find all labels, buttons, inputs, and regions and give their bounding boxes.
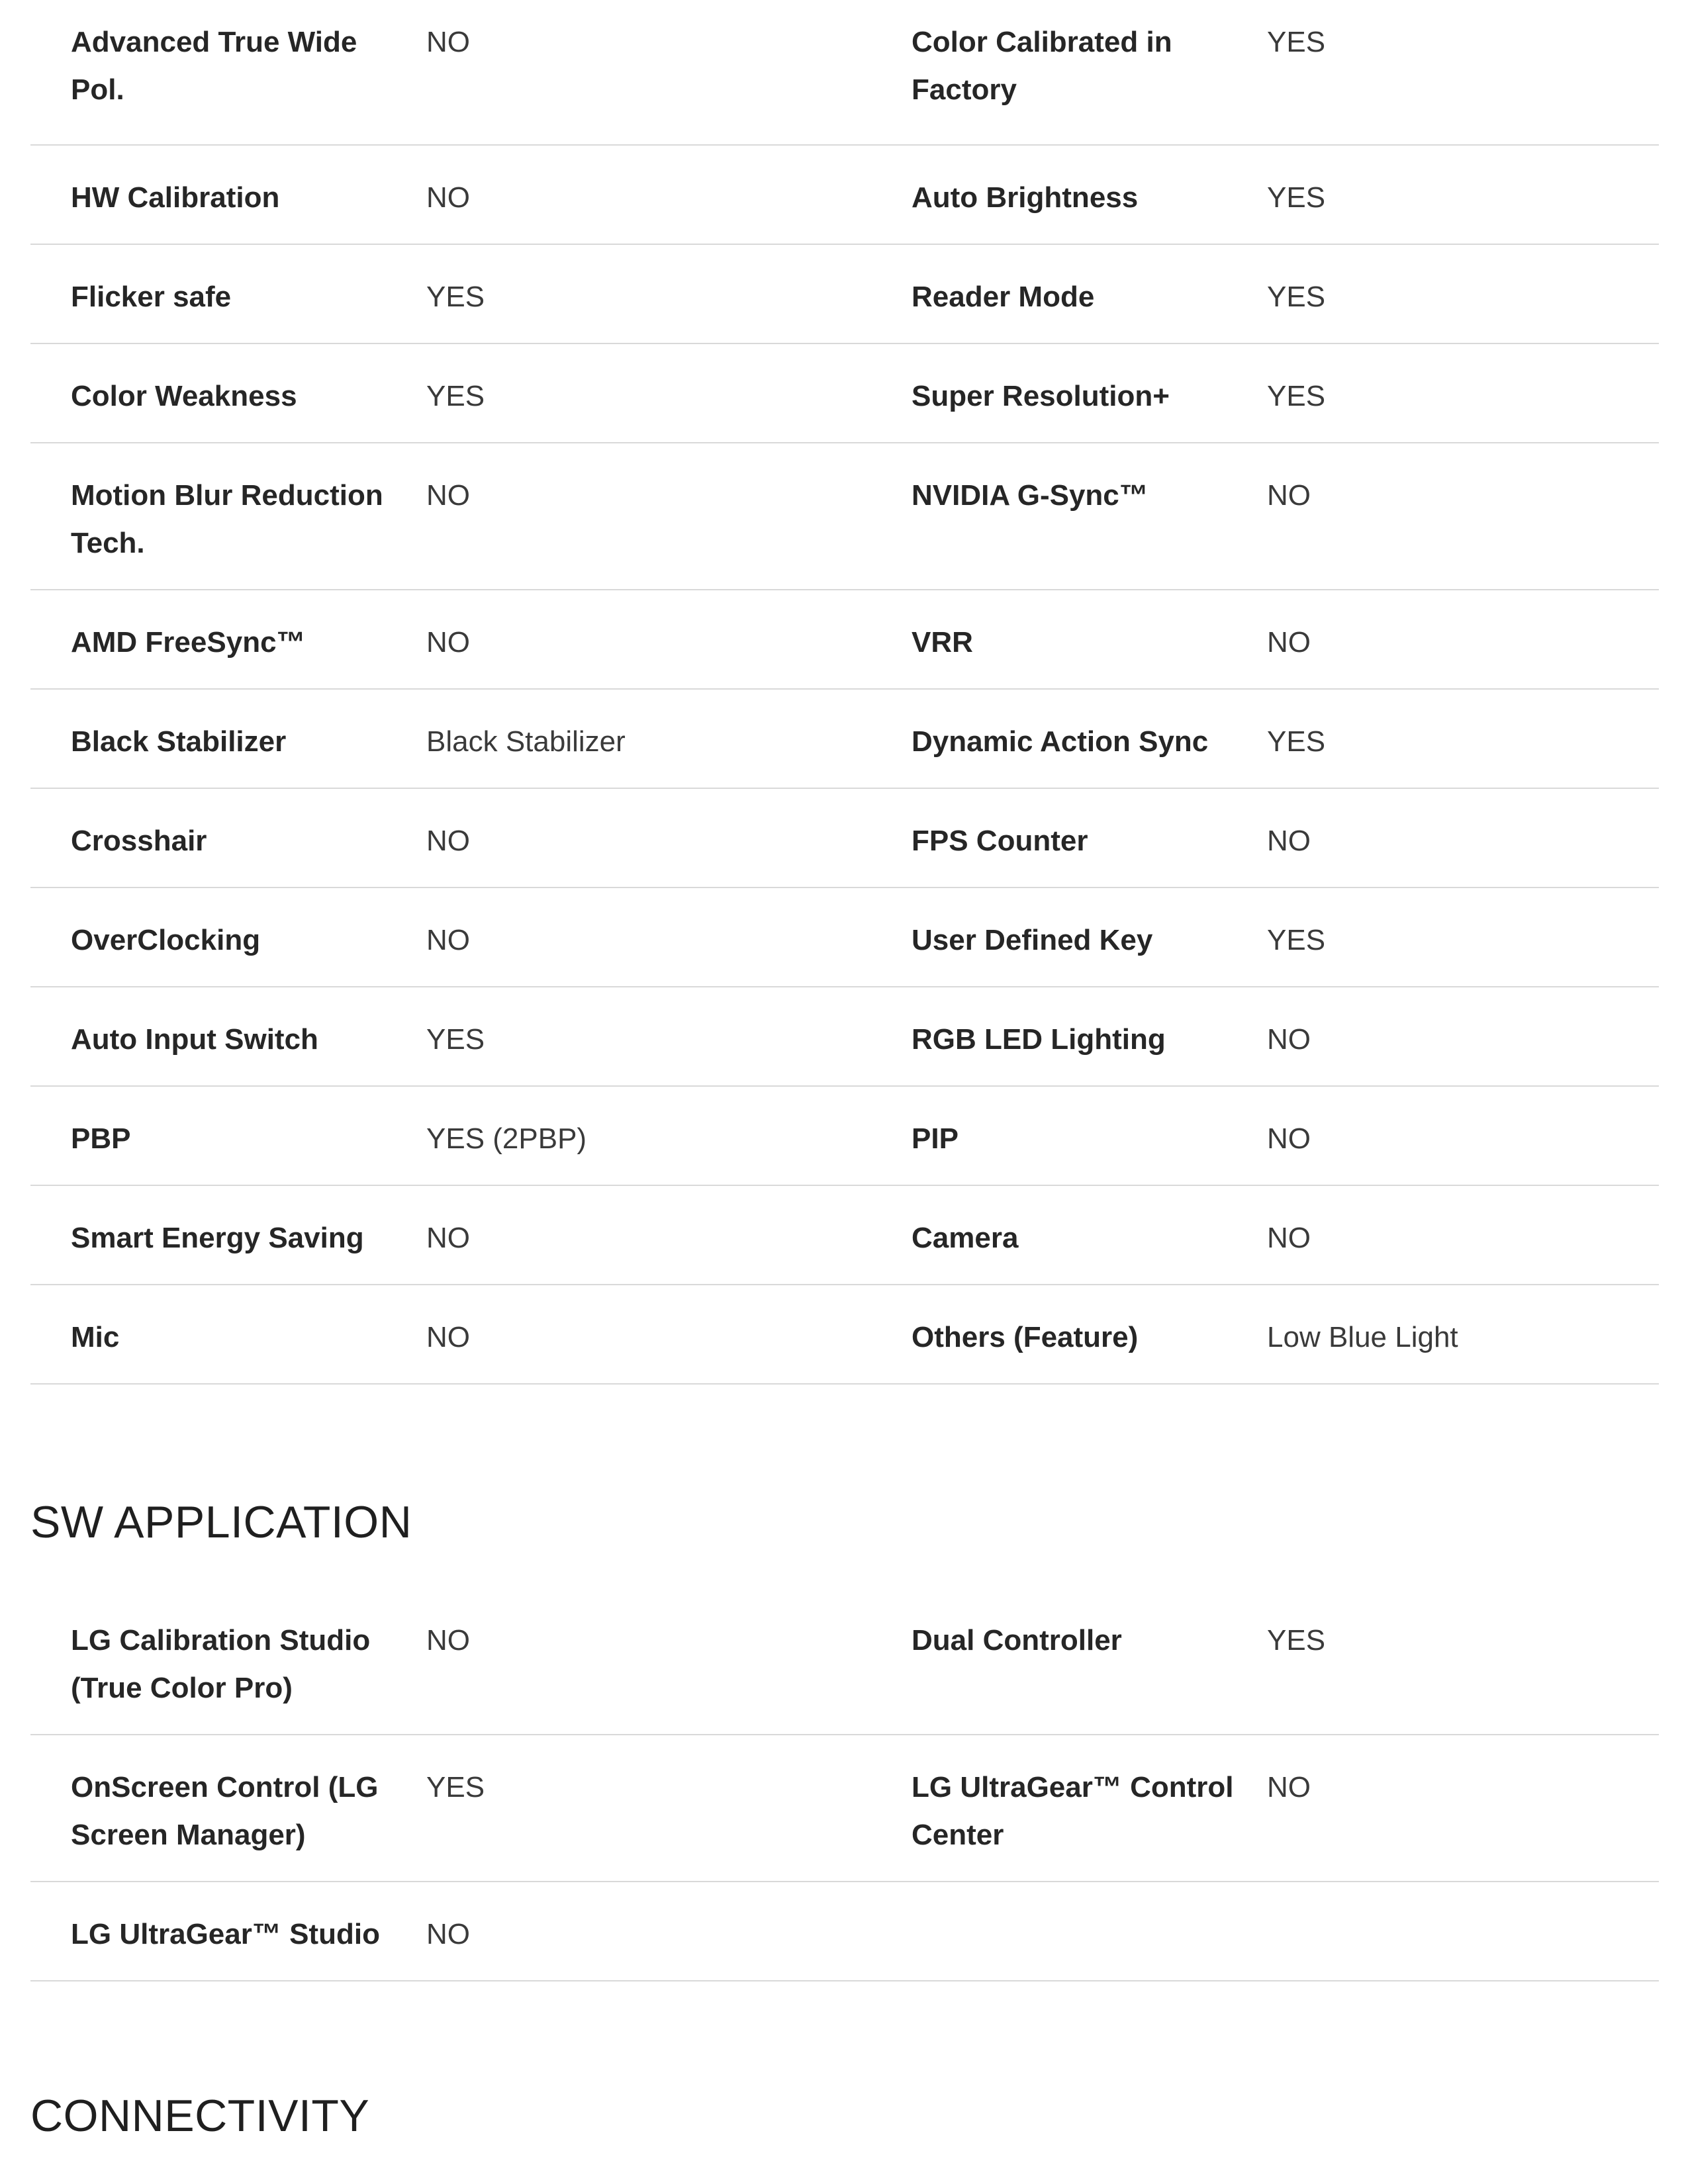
spec-value: YES [1267,1624,1326,1657]
spec-label: Others (Feature) [912,1321,1139,1353]
spec-label: Dual Controller [912,1624,1122,1657]
spec-value: NO [1267,1122,1311,1155]
sw-application-spec-table [30,1588,1659,1981]
section-title-sw-application: SW APPLICATION [30,1497,412,1547]
spec-label: Mic [71,1321,120,1353]
spec-label: Black Stabilizer [71,725,287,758]
spec-label: FPS Counter [912,825,1088,857]
spec-label: OverClocking [71,924,261,956]
spec-label: Flicker safe [71,281,232,313]
spec-row [30,888,1659,987]
spec-label: Advanced True Wide Pol. [71,26,357,106]
spec-label: Auto Input Switch [71,1023,318,1056]
spec-value: NO [426,1321,470,1353]
spec-label: NVIDIA G-Sync™ [912,479,1149,512]
spec-row [30,1087,1659,1186]
spec-label: Color Calibrated in Factory [912,26,1172,106]
spec-value: YES [1267,26,1326,58]
spec-row [30,1186,1659,1285]
spec-value: NO [426,626,470,659]
spec-value: NO [1267,479,1311,512]
spec-label: Camera [912,1222,1019,1254]
spec-value: YES [426,380,485,412]
spec-value: NO [426,1624,470,1657]
spec-label: Dynamic Action Sync [912,725,1209,758]
spec-label: Motion Blur Reduction Tech. [71,479,383,559]
spec-value: YES [1267,725,1326,758]
spec-label: Smart Energy Saving [71,1222,364,1254]
spec-row [30,1588,1659,1735]
spec-label: HW Calibration [71,181,280,214]
spec-value: NO [1267,1222,1311,1254]
spec-value: NO [426,26,470,58]
spec-label: OnScreen Control (LG Screen Manager) [71,1771,379,1851]
spec-label: PIP [912,1122,959,1155]
spec-value: NO [426,1222,470,1254]
spec-value: YES [1267,924,1326,956]
spec-label: Color Weakness [71,380,297,412]
spec-value: YES (2PBP) [426,1122,587,1155]
spec-label: Reader Mode [912,281,1095,313]
spec-row [30,987,1659,1087]
spec-value: NO [426,1918,470,1950]
spec-label: AMD FreeSync™ [71,626,306,659]
spec-value: YES [426,1771,485,1803]
spec-value: NO [426,479,470,512]
spec-value: YES [426,281,485,313]
spec-value: Black Stabilizer [426,725,626,758]
features-spec-table [30,0,1659,1385]
spec-value: NO [426,924,470,956]
spec-value: NO [1267,626,1311,659]
section-title-connectivity: CONNECTIVITY [30,2091,370,2141]
spec-row [30,590,1659,690]
spec-row [30,1285,1659,1385]
spec-row [30,690,1659,789]
spec-value: YES [1267,281,1326,313]
spec-label: Crosshair [71,825,207,857]
spec-row [30,1882,1659,1981]
spec-value: YES [1267,181,1326,214]
spec-value: YES [426,1023,485,1056]
spec-label: Super Resolution+ [912,380,1170,412]
spec-value: NO [1267,1023,1311,1056]
spec-row [30,1735,1659,1882]
spec-label: LG UltraGear™ Studio [71,1918,380,1950]
spec-label: User Defined Key [912,924,1153,956]
spec-row [30,146,1659,245]
spec-value: NO [426,181,470,214]
spec-value: NO [1267,1771,1311,1803]
spec-value: YES [1267,380,1326,412]
spec-row [30,344,1659,443]
spec-label: LG Calibration Studio (True Color Pro) [71,1624,371,1704]
spec-value: NO [426,825,470,857]
spec-value: NO [1267,825,1311,857]
spec-label: VRR [912,626,973,659]
spec-row [30,0,1659,146]
spec-row [30,245,1659,344]
spec-label: PBP [71,1122,131,1155]
spec-label: RGB LED Lighting [912,1023,1166,1056]
spec-label: Auto Brightness [912,181,1139,214]
spec-label: LG UltraGear™ Control Center [912,1771,1234,1851]
spec-row [30,789,1659,888]
spec-value: Low Blue Light [1267,1321,1458,1353]
spec-row [30,443,1659,590]
